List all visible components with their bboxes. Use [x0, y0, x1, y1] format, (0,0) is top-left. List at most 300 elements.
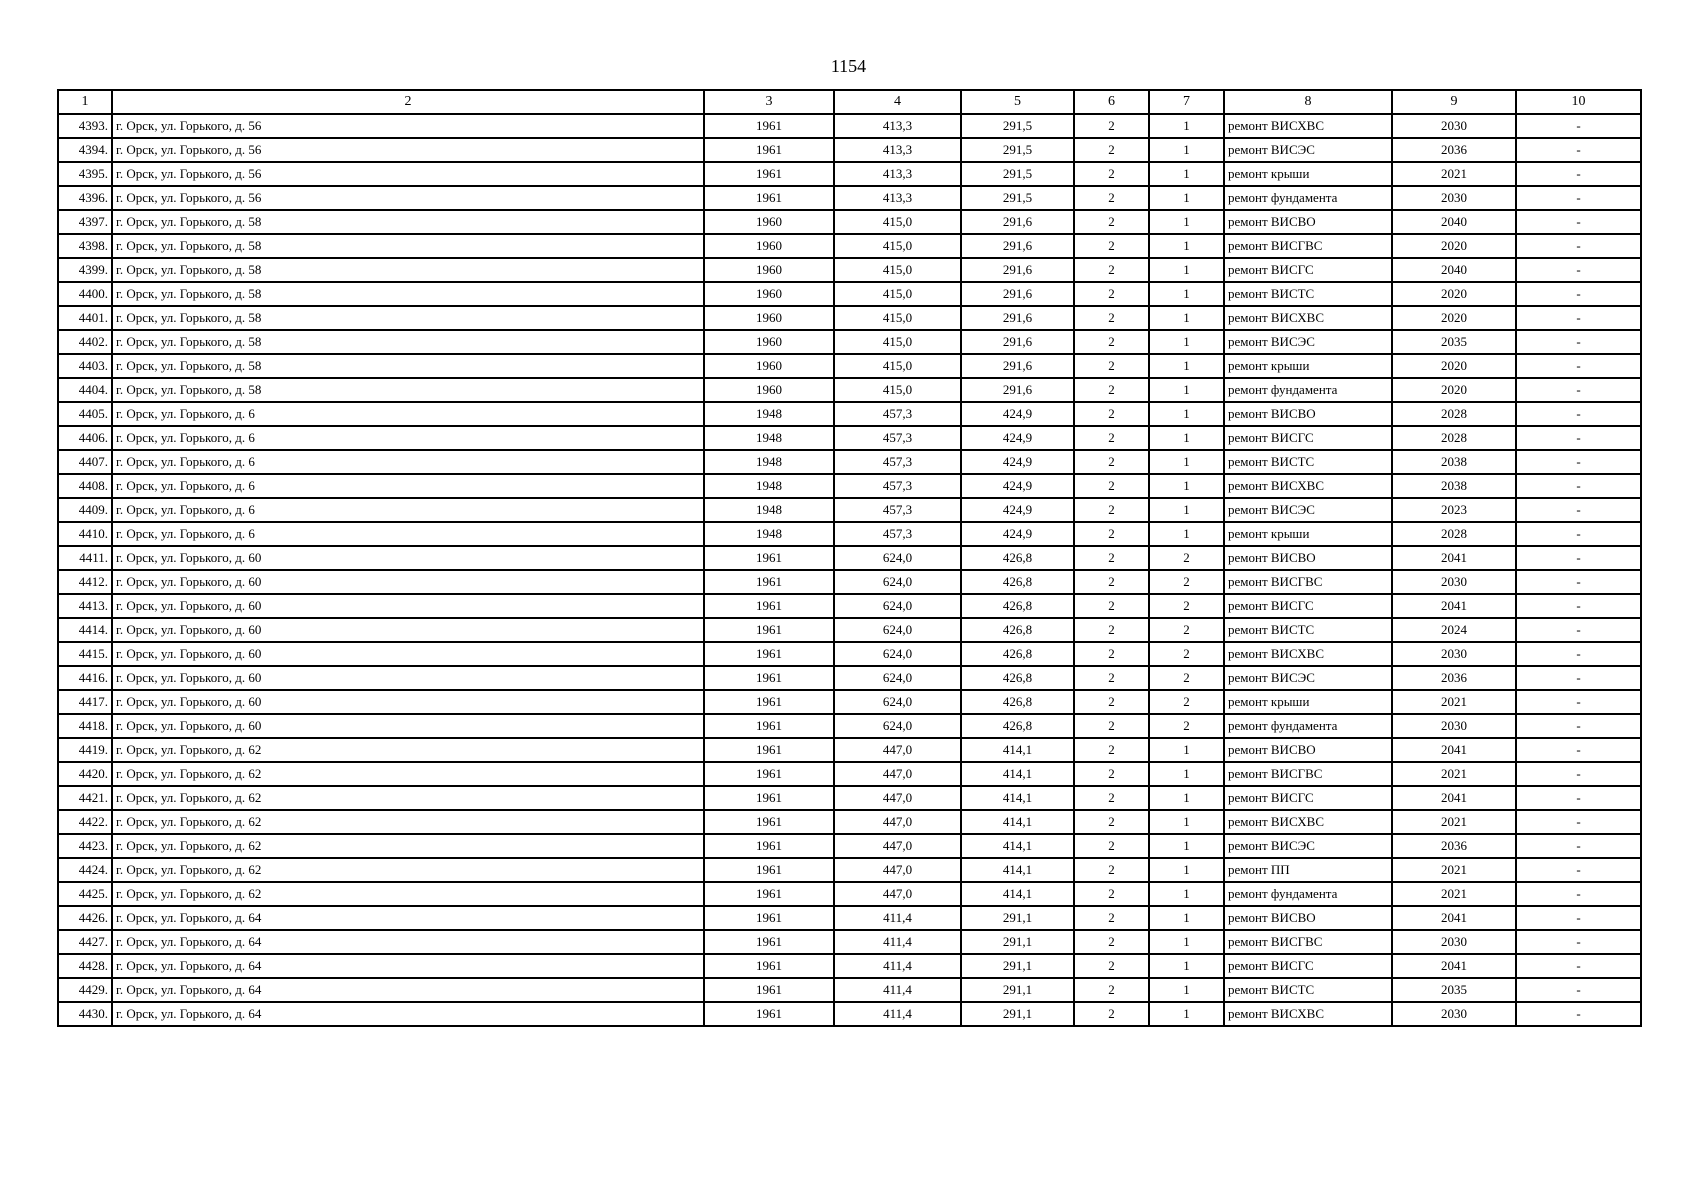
column-header: 8 [1224, 90, 1392, 114]
table-row [58, 666, 1641, 690]
total-area-cell: 457,3 [834, 402, 961, 426]
entrances-cell: 1 [1149, 450, 1224, 474]
year-built-cell: 1961 [704, 186, 834, 210]
living-area-cell: 291,1 [961, 1002, 1074, 1026]
living-area-cell: 426,8 [961, 666, 1074, 690]
entrances-cell: 1 [1149, 762, 1224, 786]
total-area-cell: 413,3 [834, 114, 961, 138]
total-area-cell: 457,3 [834, 450, 961, 474]
planned-year-cell: 2041 [1392, 906, 1516, 930]
total-area-cell: 447,0 [834, 762, 961, 786]
floors-cell: 2 [1074, 378, 1149, 402]
floors-cell: 2 [1074, 234, 1149, 258]
table-row [58, 474, 1641, 498]
floors-cell: 2 [1074, 426, 1149, 450]
address-cell: г. Орск, ул. Горького, д. 60 [112, 546, 704, 570]
year-built-cell: 1960 [704, 378, 834, 402]
living-area-cell: 291,5 [961, 162, 1074, 186]
row-number-cell: 4401. [58, 306, 112, 330]
row-number-cell: 4418. [58, 714, 112, 738]
total-area-cell: 624,0 [834, 714, 961, 738]
table-row [58, 546, 1641, 570]
total-area-cell: 413,3 [834, 138, 961, 162]
work-type-cell: ремонт ВИСЭС [1224, 138, 1392, 162]
year-built-cell: 1961 [704, 714, 834, 738]
entrances-cell: 2 [1149, 666, 1224, 690]
floors-cell: 2 [1074, 402, 1149, 426]
note-cell: - [1516, 426, 1641, 450]
address-cell: г. Орск, ул. Горького, д. 64 [112, 930, 704, 954]
living-area-cell: 291,5 [961, 138, 1074, 162]
work-type-cell: ремонт ВИСТС [1224, 282, 1392, 306]
planned-year-cell: 2028 [1392, 402, 1516, 426]
row-number-cell: 4417. [58, 690, 112, 714]
address-cell: г. Орск, ул. Горького, д. 62 [112, 834, 704, 858]
table-row [58, 858, 1641, 882]
table-row [58, 450, 1641, 474]
floors-cell: 2 [1074, 114, 1149, 138]
living-area-cell: 426,8 [961, 714, 1074, 738]
total-area-cell: 624,0 [834, 690, 961, 714]
planned-year-cell: 2035 [1392, 330, 1516, 354]
column-header: 5 [961, 90, 1074, 114]
note-cell: - [1516, 1002, 1641, 1026]
address-cell: г. Орск, ул. Горького, д. 6 [112, 522, 704, 546]
table-row [58, 186, 1641, 210]
address-cell: г. Орск, ул. Горького, д. 6 [112, 402, 704, 426]
total-area-cell: 415,0 [834, 378, 961, 402]
floors-cell: 2 [1074, 930, 1149, 954]
note-cell: - [1516, 858, 1641, 882]
living-area-cell: 414,1 [961, 786, 1074, 810]
work-type-cell: ремонт ВИСХВС [1224, 114, 1392, 138]
note-cell: - [1516, 618, 1641, 642]
address-cell: г. Орск, ул. Горького, д. 56 [112, 186, 704, 210]
address-cell: г. Орск, ул. Горького, д. 60 [112, 714, 704, 738]
work-type-cell: ремонт ВИСГС [1224, 258, 1392, 282]
entrances-cell: 1 [1149, 858, 1224, 882]
year-built-cell: 1960 [704, 282, 834, 306]
planned-year-cell: 2030 [1392, 714, 1516, 738]
address-cell: г. Орск, ул. Горького, д. 64 [112, 906, 704, 930]
row-number-cell: 4429. [58, 978, 112, 1002]
planned-year-cell: 2021 [1392, 858, 1516, 882]
work-type-cell: ремонт ВИСГС [1224, 786, 1392, 810]
address-cell: г. Орск, ул. Горького, д. 62 [112, 786, 704, 810]
note-cell: - [1516, 498, 1641, 522]
year-built-cell: 1948 [704, 450, 834, 474]
year-built-cell: 1961 [704, 570, 834, 594]
address-cell: г. Орск, ул. Горького, д. 58 [112, 378, 704, 402]
entrances-cell: 1 [1149, 162, 1224, 186]
living-area-cell: 424,9 [961, 474, 1074, 498]
address-cell: г. Орск, ул. Горького, д. 62 [112, 738, 704, 762]
living-area-cell: 291,6 [961, 306, 1074, 330]
floors-cell: 2 [1074, 570, 1149, 594]
address-cell: г. Орск, ул. Горького, д. 58 [112, 330, 704, 354]
work-type-cell: ремонт ВИСГВС [1224, 762, 1392, 786]
floors-cell: 2 [1074, 354, 1149, 378]
row-number-cell: 4414. [58, 618, 112, 642]
work-type-cell: ремонт ВИСЭС [1224, 666, 1392, 690]
planned-year-cell: 2021 [1392, 762, 1516, 786]
row-number-cell: 4420. [58, 762, 112, 786]
year-built-cell: 1961 [704, 834, 834, 858]
total-area-cell: 447,0 [834, 858, 961, 882]
table-row [58, 738, 1641, 762]
work-type-cell: ремонт ВИСГС [1224, 954, 1392, 978]
work-type-cell: ремонт фундамента [1224, 714, 1392, 738]
year-built-cell: 1960 [704, 210, 834, 234]
note-cell: - [1516, 714, 1641, 738]
planned-year-cell: 2038 [1392, 474, 1516, 498]
entrances-cell: 2 [1149, 642, 1224, 666]
table-row [58, 498, 1641, 522]
living-area-cell: 291,1 [961, 906, 1074, 930]
entrances-cell: 1 [1149, 786, 1224, 810]
planned-year-cell: 2028 [1392, 426, 1516, 450]
work-type-cell: ремонт ВИСГС [1224, 426, 1392, 450]
living-area-cell: 291,6 [961, 282, 1074, 306]
work-type-cell: ремонт фундамента [1224, 882, 1392, 906]
planned-year-cell: 2021 [1392, 162, 1516, 186]
year-built-cell: 1948 [704, 402, 834, 426]
living-area-cell: 424,9 [961, 426, 1074, 450]
total-area-cell: 457,3 [834, 474, 961, 498]
address-cell: г. Орск, ул. Горького, д. 60 [112, 594, 704, 618]
note-cell: - [1516, 762, 1641, 786]
living-area-cell: 291,6 [961, 354, 1074, 378]
total-area-cell: 411,4 [834, 954, 961, 978]
total-area-cell: 624,0 [834, 666, 961, 690]
work-type-cell: ремонт ВИСВО [1224, 210, 1392, 234]
row-number-cell: 4411. [58, 546, 112, 570]
note-cell: - [1516, 546, 1641, 570]
table-row [58, 282, 1641, 306]
living-area-cell: 424,9 [961, 450, 1074, 474]
year-built-cell: 1961 [704, 1002, 834, 1026]
entrances-cell: 2 [1149, 594, 1224, 618]
living-area-cell: 291,5 [961, 114, 1074, 138]
entrances-cell: 1 [1149, 882, 1224, 906]
work-type-cell: ремонт ВИСХВС [1224, 474, 1392, 498]
work-type-cell: ремонт ВИСЭС [1224, 330, 1392, 354]
table-row [58, 714, 1641, 738]
total-area-cell: 624,0 [834, 594, 961, 618]
entrances-cell: 1 [1149, 234, 1224, 258]
planned-year-cell: 2036 [1392, 834, 1516, 858]
planned-year-cell: 2035 [1392, 978, 1516, 1002]
year-built-cell: 1961 [704, 810, 834, 834]
entrances-cell: 1 [1149, 282, 1224, 306]
row-number-cell: 4395. [58, 162, 112, 186]
entrances-cell: 1 [1149, 522, 1224, 546]
note-cell: - [1516, 258, 1641, 282]
address-cell: г. Орск, ул. Горького, д. 6 [112, 474, 704, 498]
row-number-cell: 4393. [58, 114, 112, 138]
table-row [58, 258, 1641, 282]
work-type-cell: ремонт крыши [1224, 522, 1392, 546]
work-type-cell: ремонт фундамента [1224, 186, 1392, 210]
planned-year-cell: 2030 [1392, 114, 1516, 138]
living-area-cell: 291,1 [961, 978, 1074, 1002]
year-built-cell: 1961 [704, 858, 834, 882]
table-row [58, 210, 1641, 234]
entrances-cell: 1 [1149, 834, 1224, 858]
floors-cell: 2 [1074, 498, 1149, 522]
address-cell: г. Орск, ул. Горького, д. 58 [112, 258, 704, 282]
work-type-cell: ремонт ВИСВО [1224, 906, 1392, 930]
address-cell: г. Орск, ул. Горького, д. 56 [112, 138, 704, 162]
address-cell: г. Орск, ул. Горького, д. 60 [112, 570, 704, 594]
planned-year-cell: 2020 [1392, 306, 1516, 330]
address-cell: г. Орск, ул. Горького, д. 60 [112, 642, 704, 666]
work-type-cell: ремонт фундамента [1224, 378, 1392, 402]
table-row [58, 354, 1641, 378]
floors-cell: 2 [1074, 1002, 1149, 1026]
table-row [58, 138, 1641, 162]
entrances-cell: 1 [1149, 738, 1224, 762]
floors-cell: 2 [1074, 594, 1149, 618]
row-number-cell: 4397. [58, 210, 112, 234]
planned-year-cell: 2040 [1392, 210, 1516, 234]
living-area-cell: 424,9 [961, 498, 1074, 522]
address-cell: г. Орск, ул. Горького, д. 64 [112, 954, 704, 978]
note-cell: - [1516, 930, 1641, 954]
note-cell: - [1516, 570, 1641, 594]
total-area-cell: 447,0 [834, 786, 961, 810]
living-area-cell: 291,6 [961, 234, 1074, 258]
year-built-cell: 1961 [704, 594, 834, 618]
column-header: 9 [1392, 90, 1516, 114]
year-built-cell: 1961 [704, 882, 834, 906]
note-cell: - [1516, 810, 1641, 834]
column-header: 4 [834, 90, 961, 114]
address-cell: г. Орск, ул. Горького, д. 56 [112, 114, 704, 138]
floors-cell: 2 [1074, 834, 1149, 858]
total-area-cell: 415,0 [834, 234, 961, 258]
planned-year-cell: 2041 [1392, 786, 1516, 810]
address-cell: г. Орск, ул. Горького, д. 58 [112, 306, 704, 330]
note-cell: - [1516, 114, 1641, 138]
floors-cell: 2 [1074, 858, 1149, 882]
row-number-cell: 4415. [58, 642, 112, 666]
address-cell: г. Орск, ул. Горького, д. 60 [112, 690, 704, 714]
entrances-cell: 1 [1149, 810, 1224, 834]
year-built-cell: 1961 [704, 642, 834, 666]
table-row [58, 882, 1641, 906]
work-type-cell: ремонт ВИСГВС [1224, 234, 1392, 258]
total-area-cell: 624,0 [834, 546, 961, 570]
address-cell: г. Орск, ул. Горького, д. 62 [112, 762, 704, 786]
planned-year-cell: 2036 [1392, 666, 1516, 690]
year-built-cell: 1948 [704, 498, 834, 522]
table-row [58, 906, 1641, 930]
planned-year-cell: 2041 [1392, 546, 1516, 570]
row-number-cell: 4406. [58, 426, 112, 450]
work-type-cell: ремонт ВИСХВС [1224, 306, 1392, 330]
total-area-cell: 415,0 [834, 354, 961, 378]
year-built-cell: 1960 [704, 234, 834, 258]
living-area-cell: 291,1 [961, 930, 1074, 954]
living-area-cell: 426,8 [961, 570, 1074, 594]
year-built-cell: 1961 [704, 738, 834, 762]
living-area-cell: 424,9 [961, 402, 1074, 426]
column-header: 3 [704, 90, 834, 114]
living-area-cell: 414,1 [961, 858, 1074, 882]
year-built-cell: 1961 [704, 690, 834, 714]
living-area-cell: 414,1 [961, 810, 1074, 834]
floors-cell: 2 [1074, 474, 1149, 498]
floors-cell: 2 [1074, 786, 1149, 810]
page-number: 1154 [830, 56, 867, 76]
entrances-cell: 1 [1149, 186, 1224, 210]
floors-cell: 2 [1074, 138, 1149, 162]
table-row [58, 762, 1641, 786]
planned-year-cell: 2030 [1392, 186, 1516, 210]
table-row [58, 522, 1641, 546]
entrances-cell: 2 [1149, 714, 1224, 738]
living-area-cell: 291,5 [961, 186, 1074, 210]
column-header: 10 [1516, 90, 1641, 114]
planned-year-cell: 2020 [1392, 378, 1516, 402]
floors-cell: 2 [1074, 186, 1149, 210]
note-cell: - [1516, 306, 1641, 330]
living-area-cell: 414,1 [961, 882, 1074, 906]
total-area-cell: 624,0 [834, 618, 961, 642]
living-area-cell: 291,6 [961, 210, 1074, 234]
total-area-cell: 415,0 [834, 282, 961, 306]
row-number-cell: 4426. [58, 906, 112, 930]
table-row [58, 690, 1641, 714]
row-number-cell: 4408. [58, 474, 112, 498]
note-cell: - [1516, 786, 1641, 810]
row-number-cell: 4412. [58, 570, 112, 594]
table-row [58, 330, 1641, 354]
note-cell: - [1516, 186, 1641, 210]
total-area-cell: 415,0 [834, 306, 961, 330]
note-cell: - [1516, 282, 1641, 306]
year-built-cell: 1961 [704, 114, 834, 138]
entrances-cell: 1 [1149, 954, 1224, 978]
entrances-cell: 1 [1149, 930, 1224, 954]
total-area-cell: 413,3 [834, 162, 961, 186]
planned-year-cell: 2041 [1392, 738, 1516, 762]
address-cell: г. Орск, ул. Горького, д. 6 [112, 498, 704, 522]
floors-cell: 2 [1074, 282, 1149, 306]
table-row [58, 594, 1641, 618]
row-number-cell: 4394. [58, 138, 112, 162]
row-number-cell: 4423. [58, 834, 112, 858]
row-number-cell: 4427. [58, 930, 112, 954]
address-cell: г. Орск, ул. Горького, д. 62 [112, 858, 704, 882]
row-number-cell: 4430. [58, 1002, 112, 1026]
floors-cell: 2 [1074, 546, 1149, 570]
row-number-cell: 4410. [58, 522, 112, 546]
entrances-cell: 1 [1149, 114, 1224, 138]
note-cell: - [1516, 954, 1641, 978]
note-cell: - [1516, 594, 1641, 618]
year-built-cell: 1961 [704, 162, 834, 186]
planned-year-cell: 2030 [1392, 930, 1516, 954]
row-number-cell: 4419. [58, 738, 112, 762]
total-area-cell: 447,0 [834, 810, 961, 834]
floors-cell: 2 [1074, 306, 1149, 330]
living-area-cell: 426,8 [961, 594, 1074, 618]
planned-year-cell: 2038 [1392, 450, 1516, 474]
living-area-cell: 426,8 [961, 618, 1074, 642]
total-area-cell: 447,0 [834, 738, 961, 762]
planned-year-cell: 2030 [1392, 1002, 1516, 1026]
entrances-cell: 1 [1149, 378, 1224, 402]
total-area-cell: 457,3 [834, 498, 961, 522]
work-type-cell: ремонт ВИСЭС [1224, 498, 1392, 522]
planned-year-cell: 2020 [1392, 354, 1516, 378]
entrances-cell: 1 [1149, 258, 1224, 282]
row-number-cell: 4428. [58, 954, 112, 978]
row-number-cell: 4422. [58, 810, 112, 834]
year-built-cell: 1961 [704, 978, 834, 1002]
planned-year-cell: 2040 [1392, 258, 1516, 282]
floors-cell: 2 [1074, 714, 1149, 738]
row-number-cell: 4413. [58, 594, 112, 618]
work-type-cell: ремонт крыши [1224, 162, 1392, 186]
year-built-cell: 1961 [704, 618, 834, 642]
total-area-cell: 415,0 [834, 258, 961, 282]
note-cell: - [1516, 330, 1641, 354]
note-cell: - [1516, 162, 1641, 186]
entrances-cell: 1 [1149, 978, 1224, 1002]
address-cell: г. Орск, ул. Горького, д. 6 [112, 450, 704, 474]
row-number-cell: 4402. [58, 330, 112, 354]
note-cell: - [1516, 642, 1641, 666]
total-area-cell: 624,0 [834, 570, 961, 594]
total-area-cell: 415,0 [834, 210, 961, 234]
row-number-cell: 4425. [58, 882, 112, 906]
entrances-cell: 2 [1149, 546, 1224, 570]
year-built-cell: 1961 [704, 930, 834, 954]
work-type-cell: ремонт ВИСХВС [1224, 642, 1392, 666]
column-header: 6 [1074, 90, 1149, 114]
entrances-cell: 1 [1149, 210, 1224, 234]
total-area-cell: 413,3 [834, 186, 961, 210]
total-area-cell: 411,4 [834, 1002, 961, 1026]
row-number-cell: 4424. [58, 858, 112, 882]
planned-year-cell: 2041 [1392, 594, 1516, 618]
table-row [58, 954, 1641, 978]
planned-year-cell: 2021 [1392, 810, 1516, 834]
row-number-cell: 4407. [58, 450, 112, 474]
floors-cell: 2 [1074, 978, 1149, 1002]
floors-cell: 2 [1074, 258, 1149, 282]
note-cell: - [1516, 690, 1641, 714]
table-row [58, 618, 1641, 642]
planned-year-cell: 2023 [1392, 498, 1516, 522]
total-area-cell: 411,4 [834, 906, 961, 930]
floors-cell: 2 [1074, 330, 1149, 354]
total-area-cell: 457,3 [834, 426, 961, 450]
address-cell: г. Орск, ул. Горького, д. 64 [112, 1002, 704, 1026]
living-area-cell: 291,1 [961, 954, 1074, 978]
repair-schedule-table [57, 89, 1642, 1027]
table-row [58, 570, 1641, 594]
total-area-cell: 624,0 [834, 642, 961, 666]
work-type-cell: ремонт ВИСВО [1224, 738, 1392, 762]
work-type-cell: ремонт крыши [1224, 690, 1392, 714]
column-header: 2 [112, 90, 704, 114]
year-built-cell: 1948 [704, 474, 834, 498]
floors-cell: 2 [1074, 690, 1149, 714]
